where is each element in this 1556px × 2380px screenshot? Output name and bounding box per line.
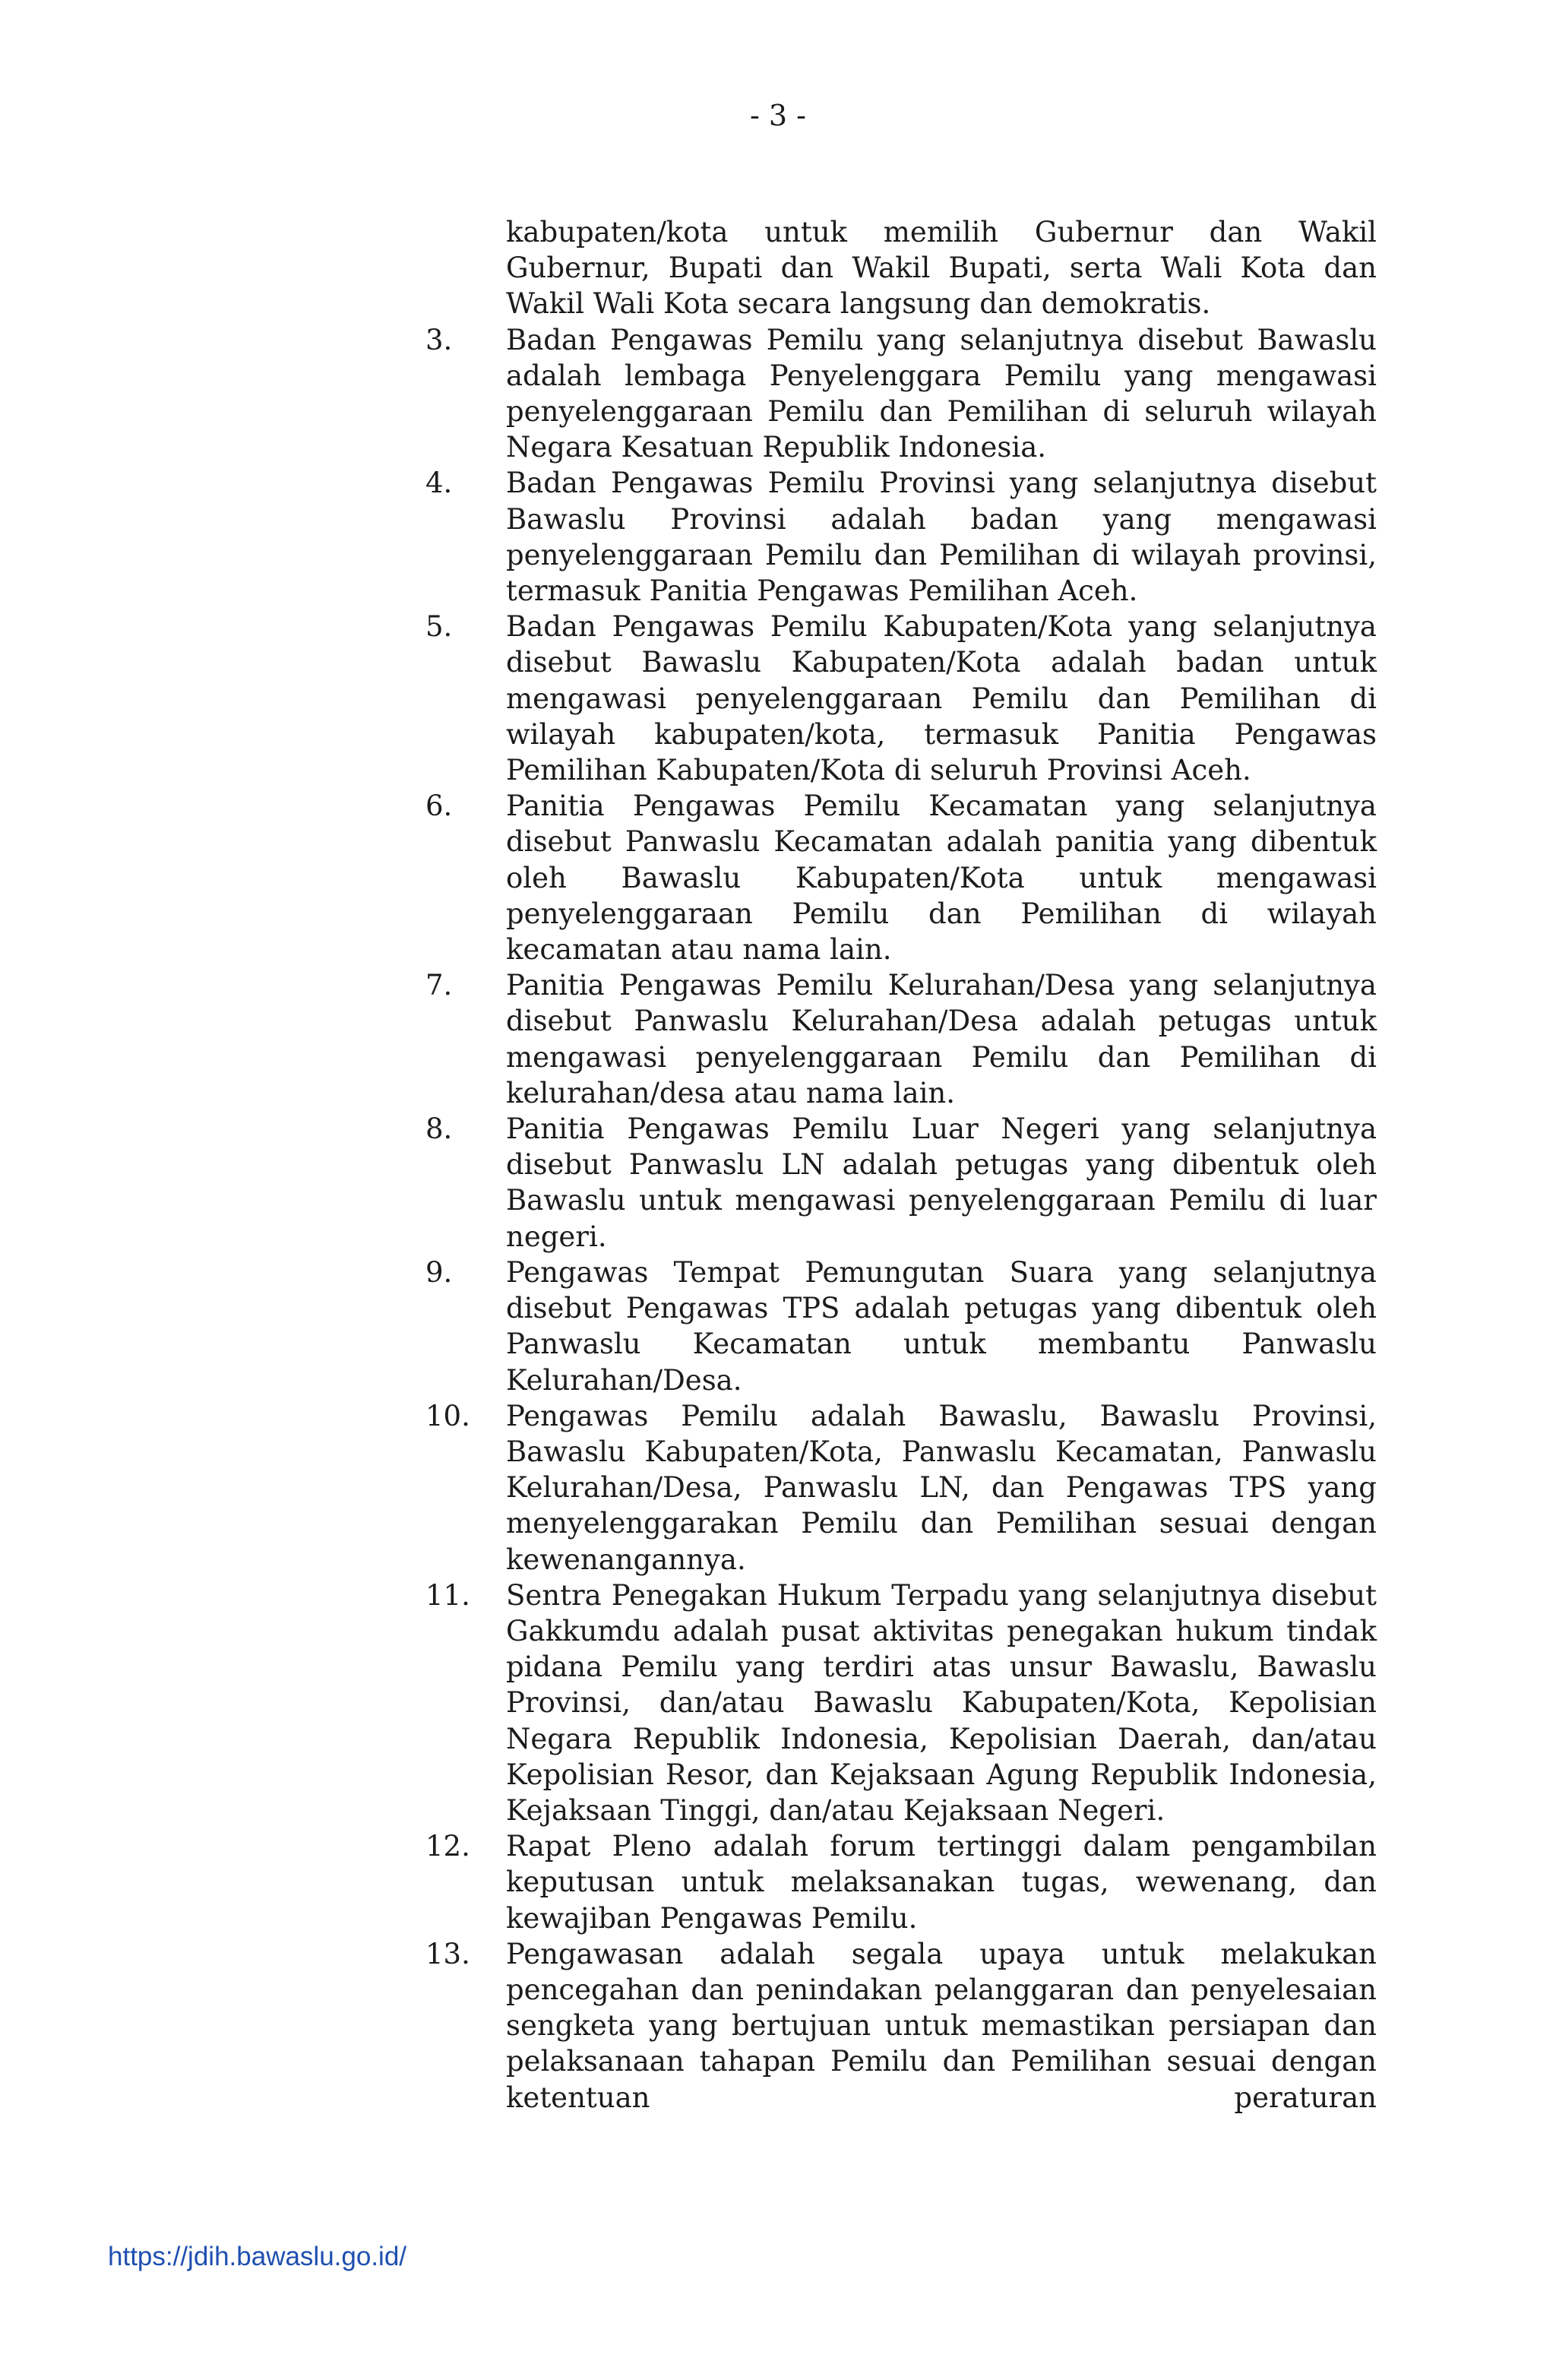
list-item (425, 1578, 1377, 1828)
list-item (425, 465, 1377, 609)
definition-list (425, 214, 1377, 2116)
item-number: 7. (425, 969, 453, 1002)
item-number: 10. (425, 1399, 470, 1432)
item-number: 9. (425, 1255, 453, 1289)
item-number: 6. (425, 790, 453, 823)
item-number: 13. (425, 1937, 470, 1970)
item-text: Pengawas Pemilu adalah Bawaslu, Bawaslu Provinsi, Bawaslu Kabupaten/Kota, Panwaslu Kecamatan, Panwaslu Kelurahan/Desa, Panwaslu LN, dan Pengawas TPS yang menyelenggarakan Pemilu dan Pemilihan sesuai dengan kewenangannya. (506, 1399, 1377, 1576)
item-text: Badan Pengawas Pemilu yang selanjutnya disebut Bawaslu adalah lembaga Penyelenggara Pemilu yang mengawasi penyelenggaraan Pemilu dan Pemilihan di seluruh wilayah Negara Kesatuan Republik Indonesia. (506, 323, 1377, 464)
item-text: Panitia Pengawas Pemilu Kelurahan/Desa yang selanjutnya disebut Panwaslu Kelurahan/Desa adalah petugas untuk mengawasi penyelenggaraan Pemilu dan Pemilihan di kelurahan/desa atau nama lain. (506, 969, 1377, 1109)
list-item (425, 1255, 1377, 1398)
page-number: - 3 - (749, 99, 806, 132)
list-item (425, 1398, 1377, 1578)
item-text: Badan Pengawas Pemilu Kabupaten/Kota yang selanjutnya disebut Bawaslu Kabupaten/Kota adalah badan untuk mengawasi penyelenggaraan Pemilu dan Pemilihan di wilayah kabupaten/kota, termasuk Panitia Pengawas Pemilihan Kabupaten/Kota di seluruh Provinsi Aceh. (506, 610, 1377, 787)
item-number: 8. (425, 1112, 453, 1146)
item-text: Sentra Penegakan Hukum Terpadu yang selanjutnya disebut Gakkumdu adalah pusat aktivitas penegakan hukum tindak pidana Pemilu yang terdiri atas unsur Bawaslu, Bawaslu Provinsi, dan/atau Bawaslu Kabupaten/Kota, Kepolisian Negara Republik Indonesia, Kepolisian Daerah, dan/atau Kepolisian Resor, dan Kejaksaan Agung Republik Indonesia, Kejaksaan Tinggi, dan/atau Kejaksaan Negeri. (506, 1578, 1377, 1827)
list-item (425, 967, 1377, 1111)
item-number (425, 214, 506, 322)
item-number: 3. (425, 323, 453, 356)
item-text: kabupaten/kota untuk memilih Gubernur dan Wakil Gubernur, Bupati dan Wakil Bupati, serta Wali Kota dan Wakil Wali Kota secara langsung dan demokratis. (506, 216, 1377, 321)
item-text: Badan Pengawas Pemilu Provinsi yang selanjutnya disebut Bawaslu Provinsi adalah badan yang mengawasi penyelenggaraan Pemilu dan Pemilihan di wilayah provinsi, termasuk Panitia Pengawas Pemilihan Aceh. (506, 467, 1377, 608)
item-text: Pengawasan adalah segala upaya untuk melakukan pencegahan dan penindakan pelanggaran dan penyelesaian sengketa yang bertujuan untuk memastikan persiapan dan pelaksanaan tahapan Pemilu dan Pemilihan sesuai dengan ketentuan peraturan (506, 1937, 1377, 2114)
item-number: 5. (425, 610, 453, 644)
list-item (425, 322, 1377, 466)
list-item (425, 1936, 1377, 2116)
item-text: Panitia Pengawas Pemilu Kecamatan yang selanjutnya disebut Panwaslu Kecamatan adalah panitia yang dibentuk oleh Bawaslu Kabupaten/Kota untuk mengawasi penyelenggaraan Pemilu dan Pemilihan di wilayah kecamatan atau nama lain. (506, 790, 1377, 967)
item-number: 12. (425, 1830, 470, 1863)
item-number: 11. (425, 1578, 470, 1612)
item-text: Panitia Pengawas Pemilu Luar Negeri yang selanjutnya disebut Panwaslu LN adalah petugas yang dibentuk oleh Bawaslu untuk mengawasi penyelenggaraan Pemilu di luar negeri. (506, 1112, 1377, 1253)
item-number: 4. (425, 467, 453, 500)
list-item (425, 1828, 1377, 1936)
list-item (425, 609, 1377, 788)
footer-url-link[interactable]: https://jdih.bawaslu.go.id/ (108, 2242, 407, 2271)
list-item (425, 1111, 1377, 1255)
list-item (425, 788, 1377, 967)
list-item (425, 214, 1377, 322)
item-text: Rapat Pleno adalah forum tertinggi dalam pengambilan keputusan untuk melaksanakan tugas, wewenang, dan kewajiban Pengawas Pemilu. (506, 1830, 1377, 1935)
item-text: Pengawas Tempat Pemungutan Suara yang selanjutnya disebut Pengawas TPS adalah petugas yang dibentuk oleh Panwaslu Kecamatan untuk membantu Panwaslu Kelurahan/Desa. (506, 1255, 1377, 1397)
